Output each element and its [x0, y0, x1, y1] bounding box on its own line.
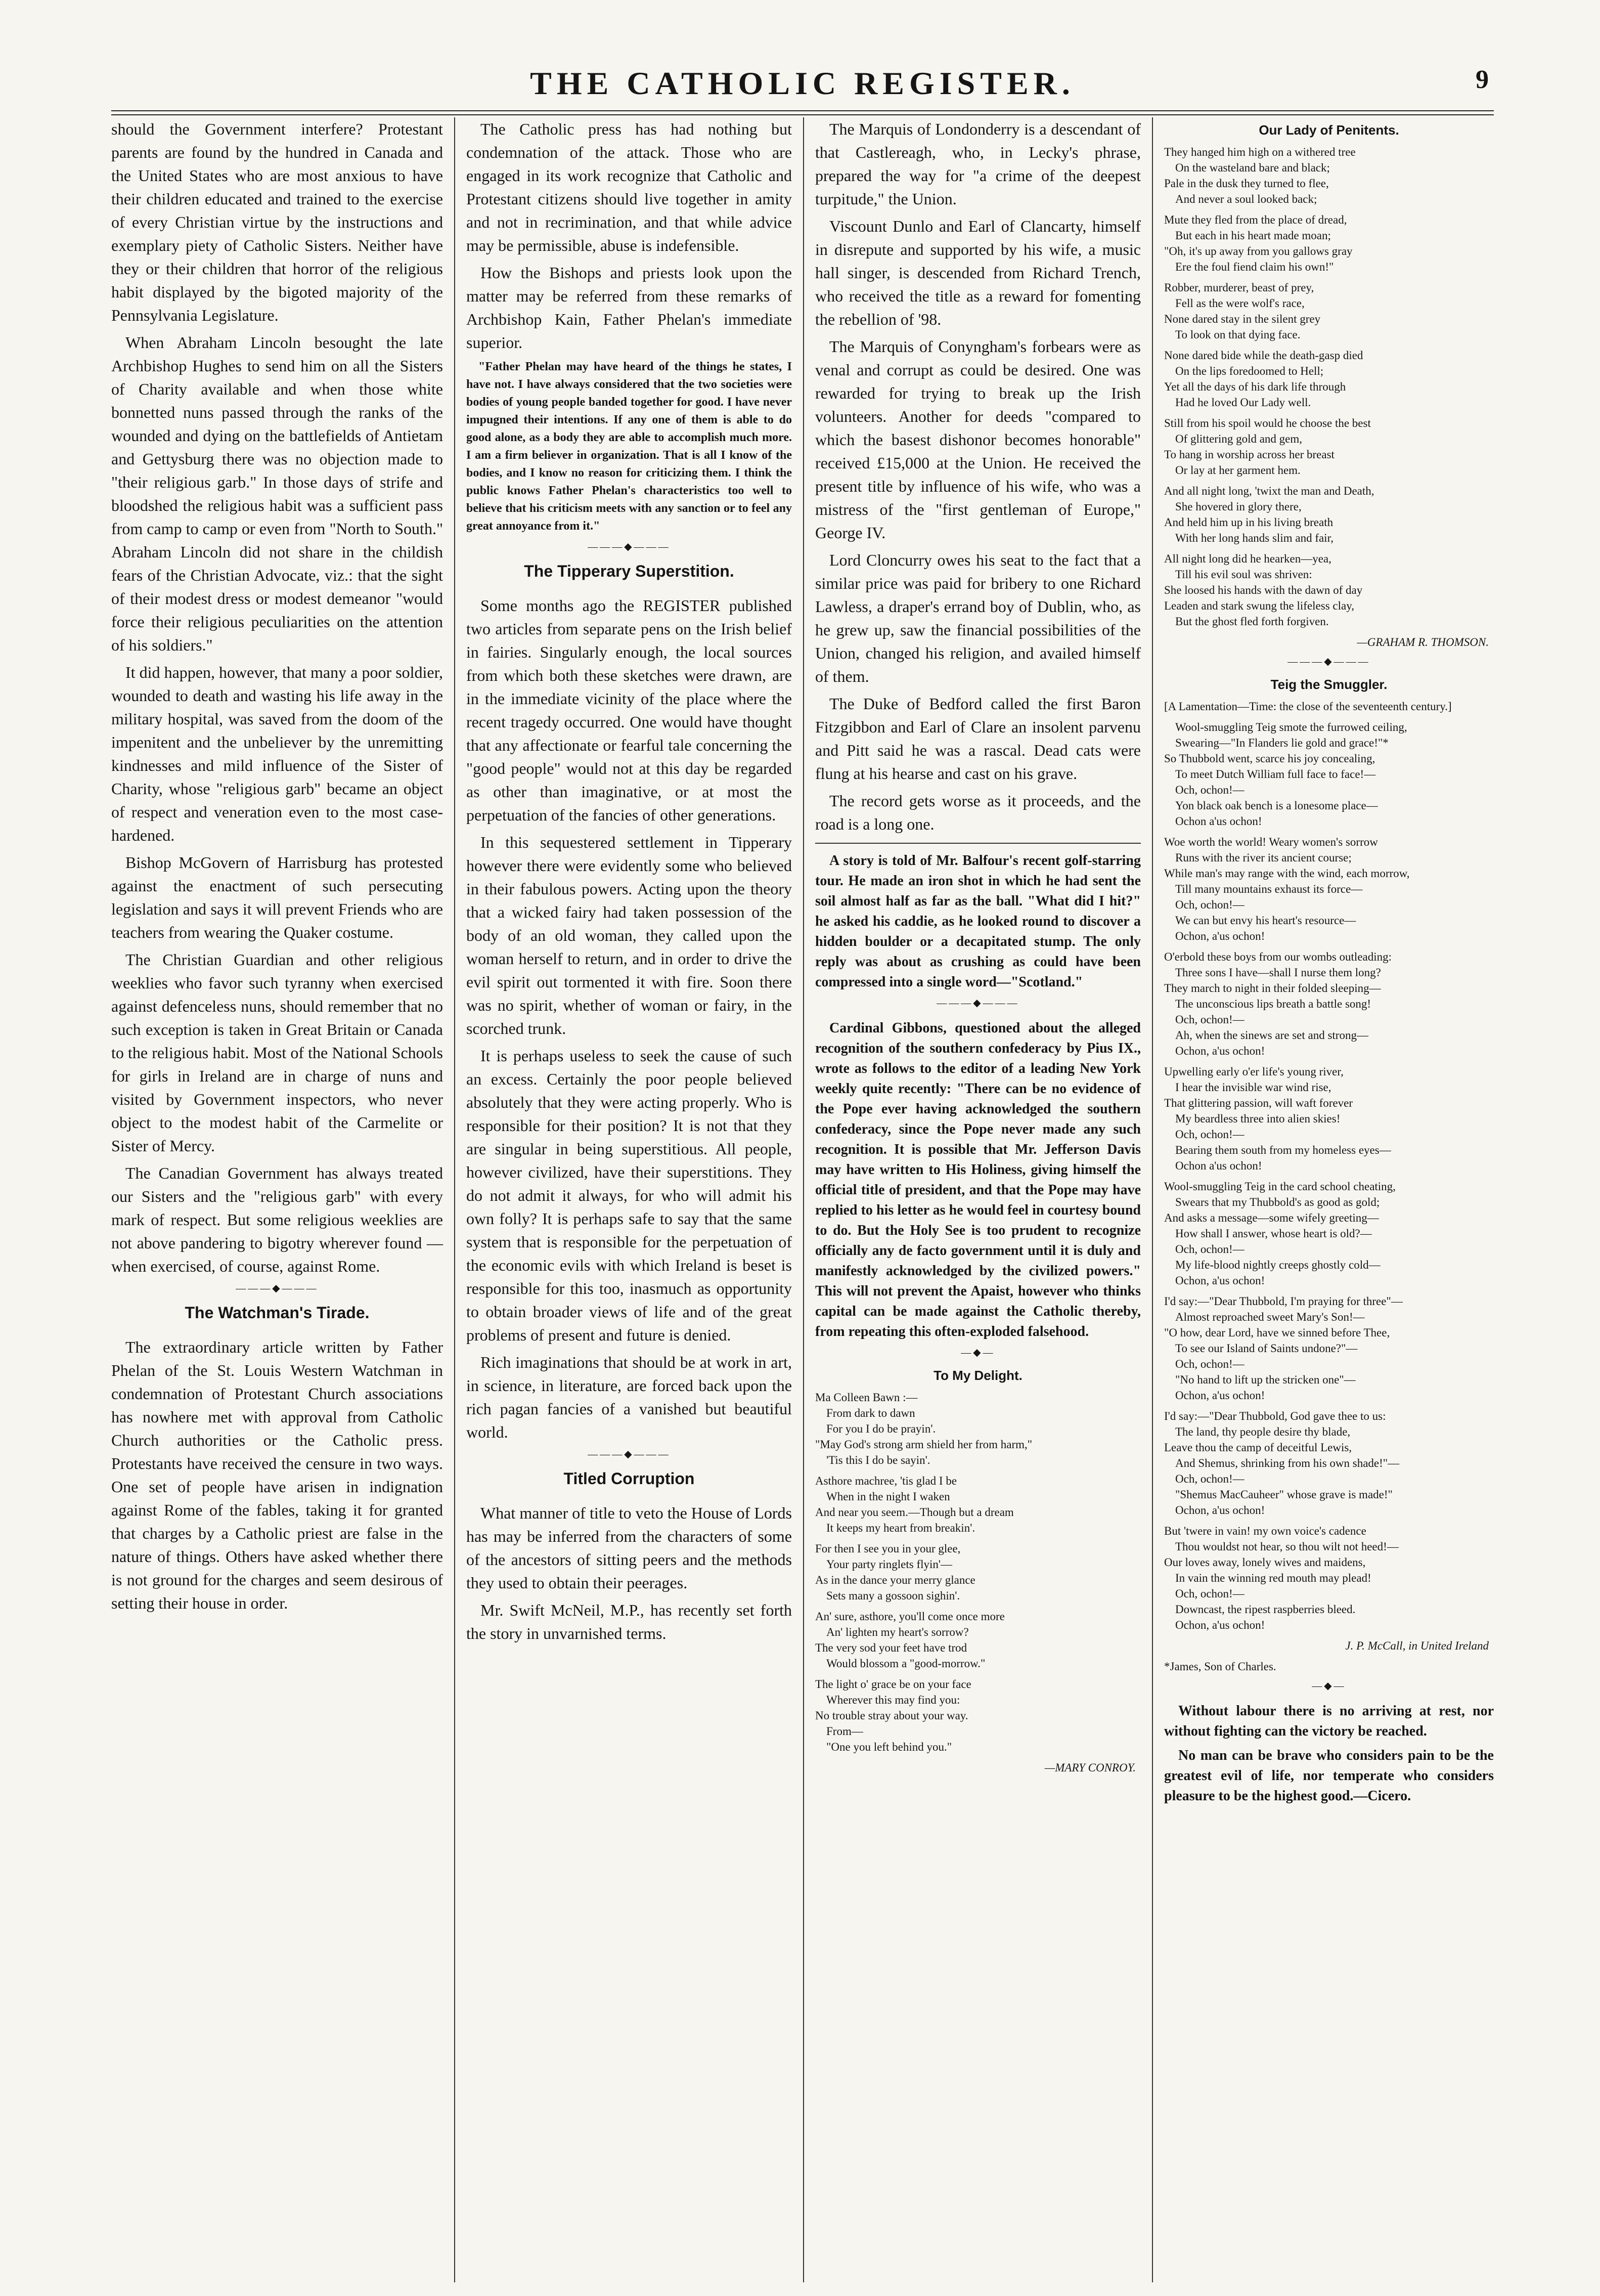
poem-line: And never a soul looked back;	[1175, 193, 1317, 205]
article-paragraph: The Catholic press has had nothing but condemnation of the attack. Those who are engaged in its work recognize that Catholic and Protestant citizens should live together in amity and not in recrimination, and that while advice may be permissible, abuse is indefensible.	[466, 120, 792, 254]
poem-line: That glittering passion, will waft forever	[1164, 1097, 1353, 1109]
stanza-gap	[815, 1604, 1141, 1609]
stanza-gap	[1164, 1403, 1494, 1408]
poem-line: My beardless three into alien skies!	[1175, 1112, 1341, 1125]
poem-title: Teig the Smuggler.	[1270, 677, 1388, 692]
poem-line: I hear the invisible war wind rise,	[1175, 1081, 1331, 1094]
article-paragraph: It did happen, however, that many a poor soldier, wounded to death and wasting his life away in the military hospital, was saved from the doom of the impenitent and the unbeliever by the unremitting kindnesses and mild influence of the Sister of Charity, whose "religious garb" became an object of respect and veneration even to the most case-hardened.	[111, 663, 443, 844]
quotation: No man can be brave who considers pain to be the greatest evil of life, nor temperate who considers pleasure to be the highest good.—Cicero.	[1164, 1748, 1494, 1804]
poem-line: "One you left behind you."	[826, 1741, 952, 1753]
poem-line: Ochon a'us ochon!	[1175, 1159, 1262, 1172]
poem-line: Och, ochon!—	[1175, 1472, 1245, 1485]
quotation: Without labour there is no arriving at rest, nor without fighting can the victory be reached.	[1164, 1703, 1494, 1739]
poem-line: Three sons I have—shall I nurse them long?	[1175, 966, 1381, 979]
poem-line: Thou wouldst not hear, so thou wilt not heed!—	[1175, 1540, 1399, 1553]
poem-line: Ochon, a'us ochon!	[1175, 1274, 1265, 1287]
stanza-gap	[1164, 829, 1494, 834]
block-quote: "Father Phelan may have heard of the things he states, I have not. I have always considered that the two societies were bodies of young people banded together for good. I have never impugned their intentions. If any one of them is able to do good alone, as a body they are able to accomplish much more. I am a firm believer in organization. That is all I know of the bodies, and I know no reason for criticizing them. I think the public knows Father Phelan's characteristics too well to believe that his criticism meets with any sanction or to feel any great annoyance from it."	[466, 360, 792, 533]
article-paragraph: Lord Cloncurry owes his seat to the fact that a similar price was paid for bribery to one Richard Lawless, a draper's errand boy of Dublin, who, as he grew up, saw the financial possibilities of the Union, changed his religion, and availed himself of them.	[815, 551, 1141, 685]
poem-line: She loosed his hands with the dawn of day	[1164, 584, 1363, 596]
poem-line: The unconscious lips breath a battle song!	[1175, 998, 1371, 1010]
stanza-gap	[1164, 1174, 1494, 1179]
poem-line: She hovered in glory there,	[1175, 500, 1302, 513]
article-paragraph: Viscount Dunlo and Earl of Clancarty, himself in disrepute and supported by his wife, a music hall singer, is descended from Richard Trench, who received the title as a reward for fomenting the rebellion of '98.	[815, 217, 1141, 328]
newspaper-title: THE CATHOLIC REGISTER.	[530, 65, 1075, 101]
stanza-gap	[1164, 1059, 1494, 1064]
poem-line: The very sod your feet have trod	[815, 1641, 967, 1654]
poem-line: Wool-smuggling Teig in the card school cheating,	[1164, 1180, 1396, 1193]
article-paragraph: Bishop McGovern of Harrisburg has protested against the enactment of such persecuting legislation and says it will prevent Friends who are teachers from wearing the Quaker costume.	[111, 853, 443, 941]
poem-line: Och, ochon!—	[1175, 1587, 1245, 1600]
poem-line: An' sure, asthore, you'll come once more	[815, 1610, 1005, 1623]
poem-line: Ochon, a'us ochon!	[1175, 930, 1265, 942]
section-ornament: —◆—	[961, 1347, 995, 1358]
section-ornament: —◆—	[1312, 1680, 1346, 1692]
article-paragraph: The Christian Guardian and other religious weeklies who favor such tyranny when exercised against defenceless nuns, should remember that no such exception is taken in Great Britain or Canada to the religious habit. Most of the National Schools for girls in Ireland are in charge of nuns and visited by Government inspectors, who never object to the modest habit of the Carmelite or Sister of Mercy.	[111, 950, 443, 1155]
section-ornament: ———◆———	[1287, 656, 1370, 667]
poem-line: They hanged him high on a withered tree	[1164, 146, 1356, 158]
poem-line: An' lighten my heart's sorrow?	[826, 1626, 969, 1638]
poem-line: 'Tis this I do be sayin'.	[826, 1454, 930, 1466]
stanza-gap	[815, 1671, 1141, 1676]
poem-line: Your party ringlets flyin'—	[826, 1558, 953, 1571]
poem-line: "Oh, it's up away from you gallows gray	[1164, 245, 1353, 257]
stanza-gap	[1164, 207, 1494, 212]
article-paragraph: The Duke of Bedford called the first Baron Fitzgibbon and Earl of Clare an insolent parvenu and Pitt said he was a rascal. Dead cats were flung at his hearse and cast on his grave.	[815, 695, 1141, 783]
poem-line: To look on that dying face.	[1175, 328, 1301, 341]
stanza-gap	[1164, 1288, 1494, 1293]
poem-line: Would blossom a "good-morrow."	[826, 1657, 986, 1670]
poem-line: While man's may range with the wind, each morrow,	[1164, 867, 1410, 880]
poem-line: Had he loved Our Lady well.	[1175, 396, 1311, 409]
column-3	[804, 117, 1153, 2282]
article-paragraph: When Abraham Lincoln besought the late Archbishop Hughes to send him on all the Sisters of Charity available and when those white bonnetted nuns passed through the ranks of the wounded and dying on the battlefields of Antietam and Gettysburg there was no objection made to "their religious garb." In those days of strife and bloodshed the religious habit was a sufficient pass from camp to camp or even from "North to South." Abraham Lincoln did not share in the childish fears of the Christian Advocate, viz.: that the sight of their modest dress or modest demeanor "would force their religious peculiarities on the attention of his soldiers."	[111, 333, 443, 654]
poem-line: Upwelling early o'er life's young river,	[1164, 1065, 1344, 1078]
article-paragraph: What manner of title to veto the House of Lords has may be inferred from the characters of some of the ancestors of sitting peers and the methods they used to obtain their peerages.	[466, 1504, 792, 1592]
poem-line: As in the dance your merry glance	[815, 1574, 975, 1586]
poem-line: To meet Dutch William full face to face!—	[1175, 768, 1376, 781]
poem-line: "No hand to lift up the stricken one"—	[1175, 1373, 1356, 1386]
poem-signature: —GRAHAM R. THOMSON.	[1357, 636, 1489, 648]
poem-line: The land, thy people desire thy blade,	[1175, 1425, 1351, 1438]
stanza-gap	[815, 1468, 1141, 1473]
article-paragraph: The record gets worse as it proceeds, and the road is a long one.	[815, 792, 1141, 833]
section-ornament: ———◆———	[236, 1283, 319, 1294]
stanza-gap	[1164, 275, 1494, 280]
column-2	[455, 117, 804, 2282]
poem-line: Swearing—"In Flanders lie gold and grace!"*	[1175, 737, 1389, 749]
masthead	[111, 56, 1494, 111]
poem-line: And near you seem.—Though but a dream	[815, 1506, 1014, 1519]
poem-line: Downcast, the ripest raspberries bleed.	[1175, 1603, 1356, 1616]
columns	[111, 117, 1494, 2282]
poem-line: Ochon, a'us ochon!	[1175, 1045, 1265, 1057]
poem-line: They march to night in their folded sleeping—	[1164, 982, 1381, 994]
poem-line: Almost reproached sweet Mary's Son!—	[1175, 1311, 1365, 1323]
article-paragraph: should the Government interfere? Protestant parents are found by the hundred in Canada and the United States who are most anxious to have their children educated and trained to the exercise of every Christian virtue by the instructions and exemplary piety of Catholic Sisters. Neither have they or their children that horror of the religious habit displayed by the bigoted majority of the Pennsylvania Legislature.	[111, 120, 443, 324]
article-heading: Titled Corruption	[563, 1469, 695, 1488]
poem-line: My life-blood nightly creeps ghostly cold—	[1175, 1259, 1381, 1271]
poem-note: [A Lamentation—Time: the close of the seventeenth century.]	[1164, 700, 1452, 713]
poem-line: How shall I answer, whose heart is old?—	[1175, 1227, 1372, 1240]
poem-line: Pale in the dusk they turned to flee,	[1164, 177, 1329, 190]
stanza-gap	[1164, 546, 1494, 551]
poem-line: Wherever this may find you:	[826, 1694, 960, 1706]
article-paragraph: Rich imaginations that should be at work in art, in science, in literature, are forced back upon the rich pagan fancies of a vanished but beautiful world.	[466, 1353, 792, 1441]
poem-line: For you I do be prayin'.	[826, 1422, 936, 1435]
poem	[815, 1390, 1141, 1755]
article-heading: The Tipperary Superstition.	[524, 562, 734, 580]
poem-line: Fell as the were wolf's race,	[1175, 297, 1305, 310]
poem-line: From—	[826, 1725, 863, 1738]
poem-line: Robber, murderer, beast of prey,	[1164, 281, 1314, 294]
poem-line: Or lay at her garment hem.	[1175, 464, 1301, 476]
poem-line: I'd say:—"Dear Thubbold, God gave thee to us:	[1164, 1410, 1386, 1422]
poem-line: Yon black oak bench is a lonesome place—	[1175, 799, 1378, 812]
column-4	[1153, 117, 1494, 2282]
poem-line: To hang in worship across her breast	[1164, 448, 1335, 461]
stanza-gap	[815, 1536, 1141, 1541]
poem-line: I'd say:—"Dear Thubbold, I'm praying for three"—	[1164, 1295, 1403, 1308]
article-paragraph: Mr. Swift McNeil, M.P., has recently set forth the story in unvarnished terms.	[466, 1601, 792, 1642]
poem-line: Yet all the days of his dark life through	[1164, 380, 1346, 393]
stanza-gap	[1164, 342, 1494, 348]
article-paragraph: In this sequestered settlement in Tipperary however there were evidently some who believed in their fabulous powers. Acting upon the theory that a wicked fairy had taken possession of the body of an old woman, they called upon the woman herself to return, and in order to drive the evil spirit out tormented it with fire. Soon there was no spirit, whether of woman or fairy, in the scorched trunk.	[466, 833, 792, 1037]
poem-line: From dark to dawn	[826, 1407, 915, 1419]
poem	[1164, 719, 1494, 1633]
page-number: 9	[1476, 65, 1489, 94]
masthead-rule	[111, 110, 1494, 115]
stanza-gap	[1164, 1518, 1494, 1523]
poem-line: On the lips foredoomed to Hell;	[1175, 365, 1324, 377]
poem-line: But 'twere in vain! my own voice's cadence	[1164, 1525, 1366, 1537]
poem-line: Sets many a gossoon sighin'.	[826, 1589, 960, 1602]
article-paragraph: The Marquis of Conyngham's forbears were as venal and corrupt as could be desired. One was rewarded for trying to break up the Irish volunteers. Another for deeds "compared to which the basest dishonor becomes honorable" received £15,000 at the Union. He received the present title by influence of his wife, who was a mistress of the "first gentleman of Europe," George IV.	[815, 337, 1141, 542]
poem-line: Ochon a'us ochon!	[1175, 815, 1262, 828]
poem-line: None dared stay in the silent grey	[1164, 313, 1321, 325]
poem-line: Ochon, a'us ochon!	[1175, 1504, 1265, 1517]
poem-line: And held him up in his living breath	[1164, 516, 1334, 529]
stanza-gap	[1164, 944, 1494, 949]
poem-line: Woe worth the world! Weary women's sorrow	[1164, 836, 1378, 848]
stanza-gap	[1164, 478, 1494, 483]
poem	[1164, 144, 1494, 629]
poem-line: Och, ochon!—	[1175, 1128, 1245, 1141]
poem-line: No trouble stray about your way.	[815, 1709, 968, 1722]
poem-line: Still from his spoil would he choose the best	[1164, 417, 1371, 429]
article-paragraph: The Canadian Government has always treated our Sisters and the "religious garb" with every mark of respect. But some religious weeklies are not above pandering to bigotry wherever found — when exercised, of course, against Rome.	[111, 1164, 443, 1275]
poem-line: Asthore machree, 'tis glad I be	[815, 1475, 957, 1487]
poem-line: Wool-smuggling Teig smote the furrowed ceiling,	[1175, 721, 1407, 733]
poem-line: On the wasteland bare and black;	[1175, 161, 1330, 174]
article-paragraph: Cardinal Gibbons, questioned about the alleged recognition of the southern confederacy by Pius IX., wrote as follows to the editor of a leading New York weekly quite recently: "There can be no evidence of the Pope ever having acknowledged the southern confederacy, since the Pope never made any such recognition. It is possible that Mr. Jefferson Davis may have written to His Holiness, giving himself the official title of president, and that the Pope may have replied to his letter as he would feel in courtesy bound to do. But the Holy See is too prudent to recognize officially any de facto government until it is duly and manifestly acknowledged by the civilized powers." This will not prevent the Apaist, however who thinks capital can be made against the Catholic thereby, from repeating this often-exploded falsehood.	[815, 1020, 1141, 1339]
poem-line: When in the night I waken	[826, 1490, 950, 1503]
poem-line: "May God's strong arm shield her from harm,"	[815, 1438, 1033, 1451]
poem-line: We can but envy his heart's resource—	[1175, 914, 1356, 927]
article-paragraph: Some months ago the REGISTER published two articles from separate pens on the Irish belief in fairies. Singularly enough, the local sources from which both these sketches were drawn, are in the immediate vicinity of the place where the recent tragedy occurred. One would have thought that any affectionate or fearful tale concerning the "good people" would not at this day be regarded as other than imaginative, or at most the perpetuation of the fancies of other generations.	[466, 596, 792, 824]
poem-line: And all night long, 'twixt the man and Death,	[1164, 485, 1374, 497]
article-paragraph: The Marquis of Londonderry is a descendant of that Castlereagh, who, in Lecky's phrase, prepared the way for "a crime of the deepest turpitude," the Union.	[815, 120, 1141, 208]
poem-line: And asks a message—some wifely greeting—	[1164, 1211, 1379, 1224]
poem-signature: J. P. McCall, in United Ireland	[1345, 1639, 1489, 1652]
poem-line: Of glittering gold and gem,	[1175, 432, 1303, 445]
poem-line: Ah, when the sinews are set and strong—	[1175, 1029, 1368, 1042]
poem-line: Och, ochon!—	[1175, 784, 1245, 796]
poem-line: Our loves away, lonely wives and maidens,	[1164, 1556, 1366, 1569]
article-paragraph: How the Bishops and priests look upon the matter may be referred from these remarks of Archbishop Kain, Father Phelan's immediate superior.	[466, 264, 792, 352]
poem-line: Ochon, a'us ochon!	[1175, 1619, 1265, 1631]
poem-line: Och, ochon!—	[1175, 898, 1245, 911]
section-ornament: ———◆———	[588, 1449, 671, 1460]
poem-line: Och, ochon!—	[1175, 1013, 1245, 1026]
poem-title: To My Delight.	[934, 1368, 1023, 1383]
poem-line: O'erbold these boys from our wombs outleading:	[1164, 950, 1392, 963]
article-heading: The Watchman's Tirade.	[185, 1304, 370, 1322]
poem-line: Runs with the river its ancient course;	[1175, 851, 1352, 864]
article-paragraph: It is perhaps useless to seek the cause of such an excess. Certainly the poor people believed absolutely that they were acting properly. Who is responsible for their position? It is not that they are singular in being superstitious. All people, however civilized, have their superstitions. They do not admit it always, for who will admit his own folly? It is perhaps safe to say that the same system that is responsible for the perpetuation of the economic evils with which Ireland is beset is responsible for this too, inasmuch as opportunity to obtain broader views of life and of the great problems of present and future is denied.	[466, 1047, 792, 1344]
poem-line: "O how, dear Lord, have we sinned before Thee,	[1164, 1326, 1390, 1339]
poem-line: But the ghost fled forth forgiven.	[1175, 615, 1329, 628]
footnote: *James, Son of Charles.	[1164, 1660, 1276, 1673]
poem-line: To see our Island of Saints undone?"—	[1175, 1342, 1358, 1355]
poem-title: Our Lady of Penitents.	[1259, 122, 1399, 138]
poem-line: "Shemus MacCauheer" whose grave is made!"	[1175, 1488, 1393, 1501]
poem-line: All night long did he hearken—yea,	[1164, 552, 1331, 565]
article-paragraph: A story is told of Mr. Balfour's recent golf-starring tour. He made an iron shot in which he had sent the soil almost half as far as the ball. "What did I hit?" he asked his caddie, as he looked round to discover a hidden boulder or a decapitated stump. The only reply was about as crushing as could have been compressed into a single word—"Scotland."	[815, 853, 1141, 990]
poem-line: But each in his heart made moan;	[1175, 229, 1331, 242]
poem-line: In vain the winning red mouth may plead!	[1175, 1572, 1371, 1584]
poem-line: It keeps my heart from breakin'.	[826, 1522, 975, 1534]
poem-line: Och, ochon!—	[1175, 1358, 1245, 1370]
poem-line: The light o' grace be on your face	[815, 1678, 971, 1691]
poem-line: Bearing them south from my homeless eyes—	[1175, 1144, 1391, 1156]
poem-line: Leaden and stark swung the lifeless clay,	[1164, 599, 1354, 612]
poem-line: Mute they fled from the place of dread,	[1164, 213, 1347, 226]
poem-line: Leave thou the camp of deceitful Lewis,	[1164, 1441, 1352, 1454]
poem-line: For then I see you in your glee,	[815, 1542, 961, 1555]
poem-line: Till his evil soul was shriven:	[1175, 568, 1312, 581]
article-paragraph: The extraordinary article written by Father Phelan of the St. Louis Western Watchman in condemnation of Protestant Church associations has nowhere met with approval from Catholic Church authorities or the Catholic press. Protestants have received the censure in two ways. One set of people have arisen in indignation against Rome of the fables, taking it for granted that charges by a Catholic priest are false in the nature of things. Others have asked whether there is not ground for the charges and seem desirous of setting their house in order.	[111, 1338, 443, 1612]
poem-line: So Thubbold went, scarce his joy concealing,	[1164, 752, 1375, 765]
poem-line: Och, ochon!—	[1175, 1243, 1245, 1255]
column-1	[111, 117, 455, 2282]
poem-signature: —MARY CONROY.	[1044, 1761, 1136, 1774]
poem-line: Swears that my Thubbold's as good as gold;	[1175, 1196, 1380, 1208]
poem-line: Ma Colleen Bawn :—	[815, 1391, 918, 1404]
divider	[815, 843, 1141, 844]
stanza-gap	[1164, 410, 1494, 415]
poem-line: Ochon, a'us ochon!	[1175, 1389, 1265, 1402]
section-ornament: ———◆———	[588, 541, 671, 552]
poem-line: None dared bide while the death-gasp died	[1164, 349, 1363, 362]
poem-line: And Shemus, shrinking from his own shade!"—	[1175, 1457, 1400, 1469]
section-ornament: ———◆———	[937, 998, 1019, 1009]
poem-line: Ere the foul fiend claim his own!"	[1175, 261, 1334, 273]
poem-line: With her long hands slim and fair,	[1175, 532, 1334, 544]
poem-line: Till many mountains exhaust its force—	[1175, 883, 1363, 895]
